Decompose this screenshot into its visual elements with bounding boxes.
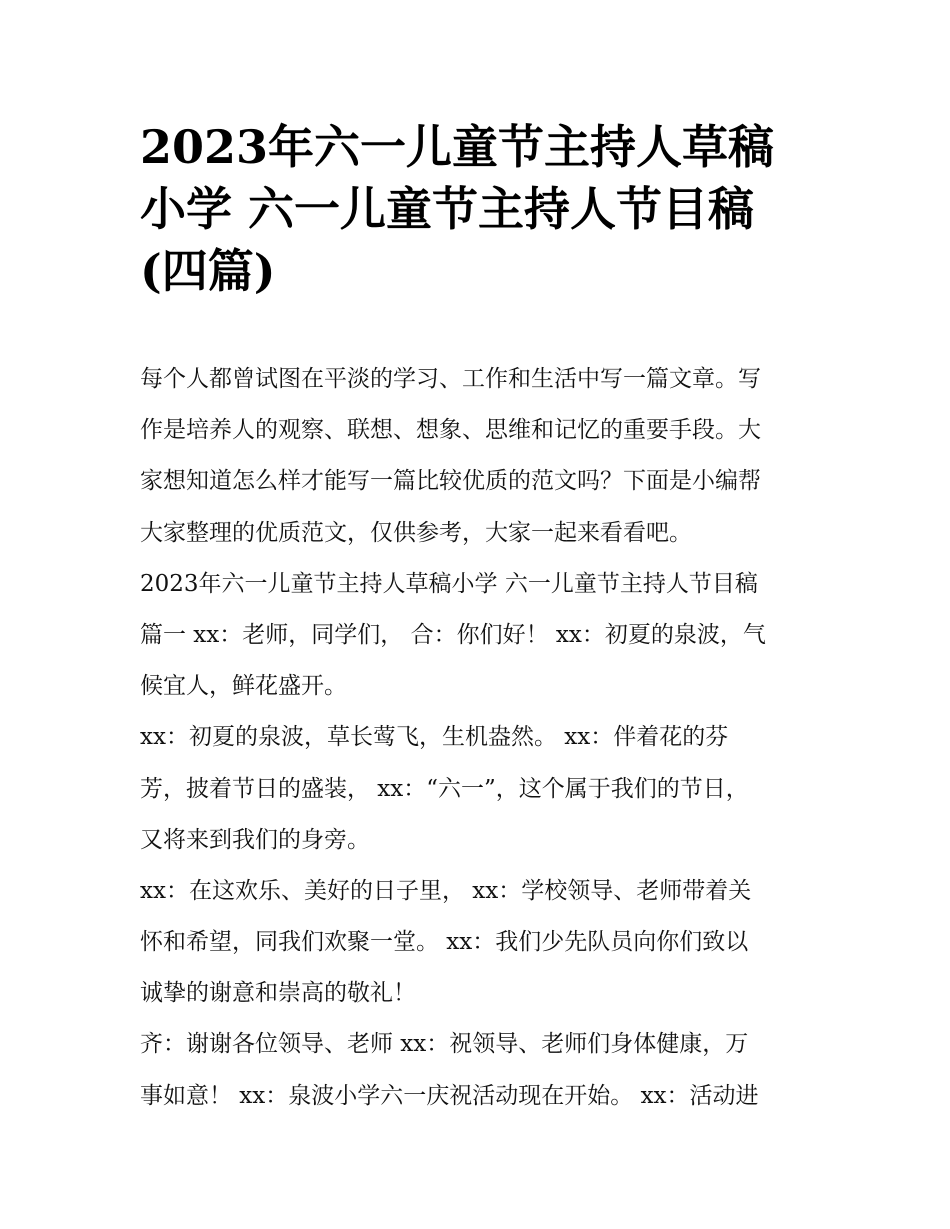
body-line: 作是培养人的观察、联想、想象、思维和记忆的重要手段。大 <box>140 417 761 444</box>
body-line: xx：初夏的泉波，草长莺飞，生机盎然。 xx：伴着花的芬 <box>140 724 729 751</box>
document-title <box>140 116 820 302</box>
body-line: 大家整理的优质范文，仅供参考，大家一起来看看吧。 <box>140 519 692 546</box>
body-line: 家想知道怎么样才能写一篇比较优质的范文吗？下面是小编帮 <box>140 468 761 495</box>
body-line: 齐：谢谢各位领导、老师 xx：祝领导、老师们身体健康，万 <box>140 1031 749 1058</box>
body-line: 篇一 xx：老师，同学们， 合：你们好！ xx：初夏的泉波，气 <box>140 621 766 648</box>
body-line: 2023年六一儿童节主持人草稿小学 六一儿童节主持人节目稿 <box>140 570 758 597</box>
body-line: 事如意！ xx：泉波小学六一庆祝活动现在开始。 xx：活动进 <box>140 1082 759 1109</box>
body-line: 每个人都曾试图在平淡的学习、工作和生活中写一篇文章。写 <box>140 366 761 392</box>
body-line: 候宜人，鲜花盛开。 <box>140 673 347 700</box>
body-line: xx：在这欢乐、美好的日子里， xx：学校领导、老师带着关 <box>140 877 752 904</box>
body-line: 芳，披着节日的盛装， xx：“六一”，这个属于我们的节日， <box>140 775 749 802</box>
title-line: (四篇) <box>140 244 276 298</box>
body-line: 诚挚的谢意和崇高的敬礼！ <box>140 980 416 1007</box>
document-body <box>140 354 830 1122</box>
title-line: 小学 六一儿童节主持人节目稿 <box>140 182 755 236</box>
body-line: 怀和希望，同我们欢聚一堂。 xx：我们少先队员向你们致以 <box>140 929 749 956</box>
title-line: 2023年六一儿童节主持人草稿 <box>140 120 775 174</box>
body-line: 又将来到我们的身旁。 <box>140 826 370 853</box>
